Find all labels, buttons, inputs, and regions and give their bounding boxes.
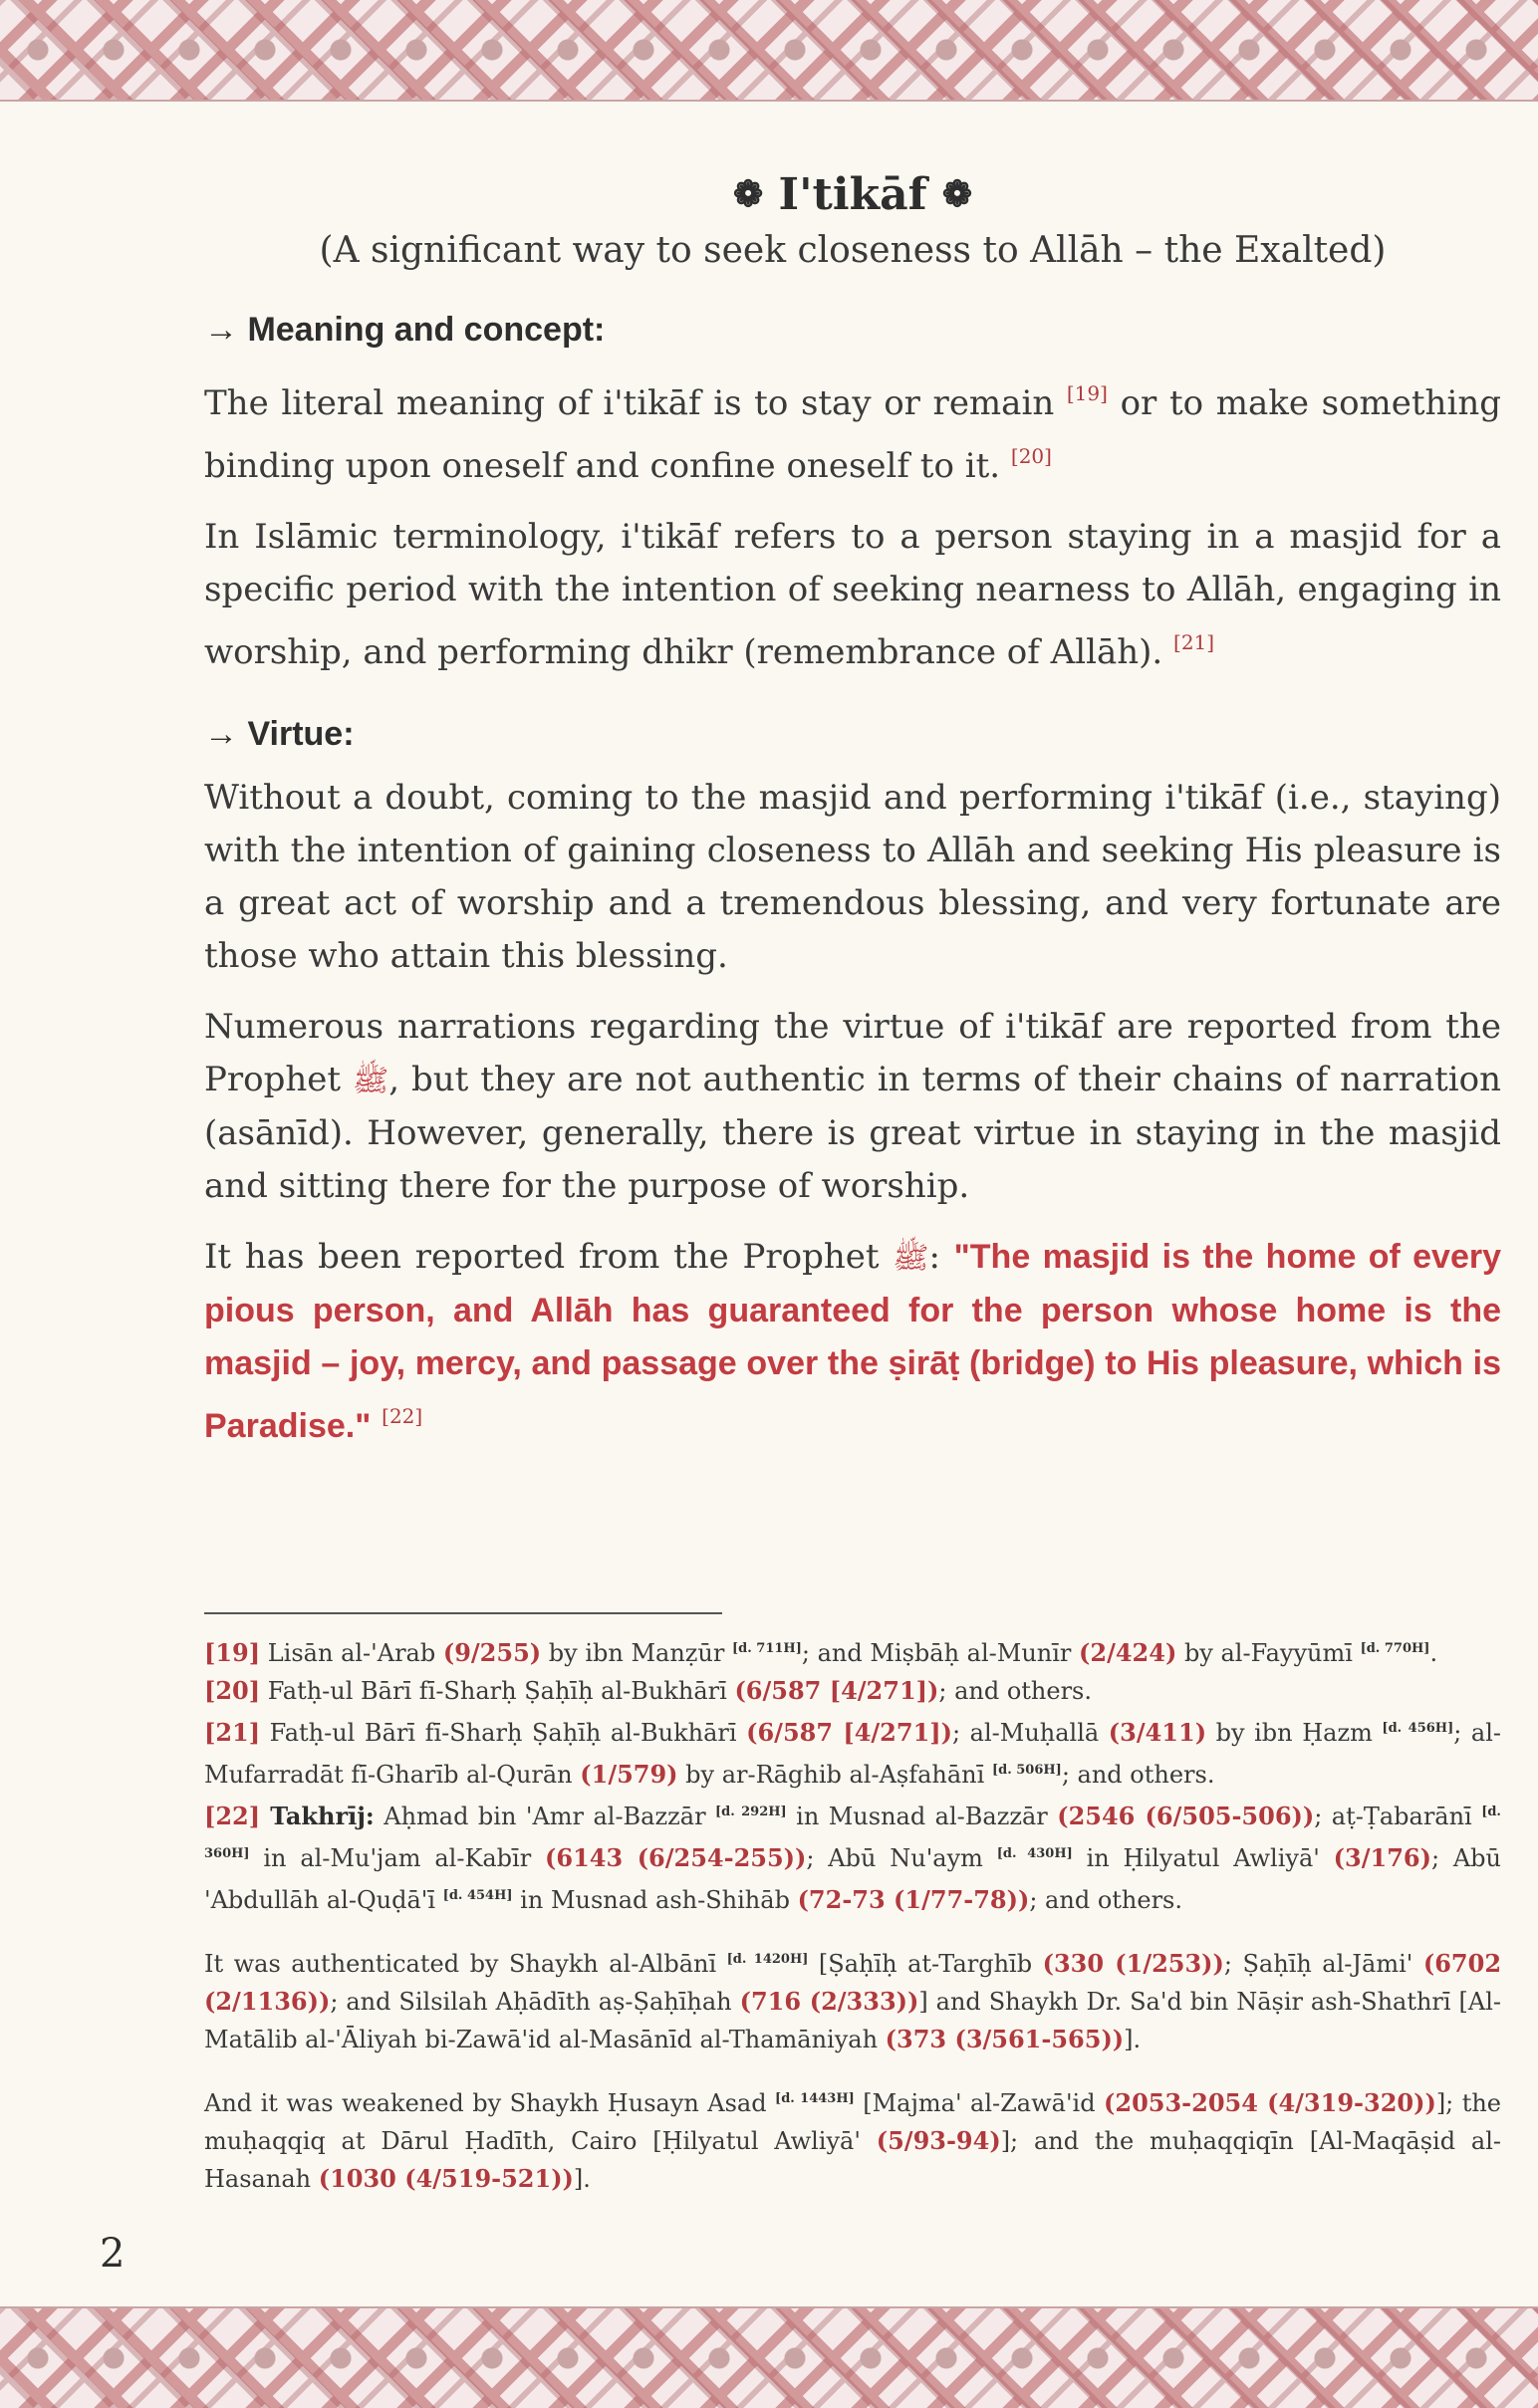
text: ; al-Mufarradāt fī-Gharīb al-Qurān — [204, 1718, 1501, 1789]
citation: (9/255) — [442, 1637, 542, 1667]
text: Numerous narrations regarding the virtue of i'tikāf are reported from the Prophet — [204, 1006, 1501, 1099]
text: ]. — [1124, 2025, 1142, 2053]
text: It was authenticated by Shaykh al-Albānī — [204, 1949, 727, 1978]
footnote-ref-19[interactable]: [19] — [1066, 380, 1108, 405]
citation: (72-73 (1/77-78)) — [797, 1884, 1030, 1914]
citation: (1/579) — [580, 1759, 678, 1789]
text: Fatḥ-ul Bārī fī-Sharḥ Ṣaḥīḥ al-Bukhārī — [260, 1676, 735, 1705]
text: And it was weakened by Shaykh Ḥusayn Asad — [204, 2088, 776, 2117]
death-date: [d. 292H] — [715, 1804, 787, 1819]
text: in al-Mu'jam al-Kabīr — [249, 1843, 546, 1872]
footnote-ref-20[interactable]: [20] — [1010, 443, 1052, 468]
page-title — [204, 169, 1501, 222]
footnote-ref-21[interactable]: [21] — [1173, 629, 1215, 654]
border-pattern — [0, 2308, 1538, 2408]
page-number: 2 — [100, 2231, 126, 2277]
paragraph-narrations — [204, 1001, 1501, 1213]
text: Aḥmad bin 'Amr al-Bazzār — [374, 1802, 716, 1830]
text: Lisān al-'Arab — [260, 1638, 443, 1667]
text: ; al-Muḥallā — [951, 1718, 1109, 1747]
salawat-honorific: ﷺ — [893, 1240, 929, 1276]
text: ; aṭ-Ṭabarānī — [1314, 1802, 1482, 1830]
footnote-19 — [204, 1630, 1501, 1672]
death-date: [d. 456H] — [1382, 1720, 1454, 1736]
text: by al-Fayyūmī — [1176, 1638, 1361, 1667]
text: ; Abū Nu'aym — [806, 1843, 997, 1872]
text: It has been reported from the Prophet — [204, 1236, 894, 1277]
text: ; Abū 'Abdullāh al-Quḍā'ī — [204, 1843, 1501, 1914]
text: in Musnad al-Bazzār — [786, 1802, 1058, 1830]
section-heading-meaning: → Meaning and concept: — [204, 310, 606, 349]
hadith-quote: "The masjid is the home of every pious person, and Allāh has guaranteed for the person whose home is the masjid – joy, mercy, and passage over the ṣirāṭ (bridge) to His pleasure, which is Paradise." — [204, 1237, 1502, 1445]
top-decorative-border — [0, 0, 1538, 102]
death-date: [d. 506H] — [991, 1762, 1062, 1778]
text: In Islāmic terminology, i'tikāf refers to a person staying in a masjid for a specific period with the intention of seeking nearness to Allāh, engaging in worship, and performing dhikr (remembrance of Allāh). — [204, 516, 1501, 672]
salawat-honorific: ﷺ — [352, 1063, 389, 1098]
text: in Ḥilyatul Awliyā' — [1072, 1843, 1334, 1872]
citation: (2/424) — [1079, 1637, 1177, 1667]
paragraph-literal-meaning — [204, 367, 1501, 493]
citation: (6/587 [4/271]) — [734, 1675, 939, 1705]
text: by ibn Ḥazm — [1206, 1718, 1383, 1747]
citation: (3/411) — [1108, 1717, 1207, 1747]
text: or to make something binding upon oneself and confine oneself to it. — [204, 382, 1501, 486]
text: Fatḥ-ul Bārī fī-Sharḥ Ṣaḥīḥ al-Bukhārī — [260, 1718, 747, 1747]
citation: (330 (1/253)) — [1042, 1948, 1224, 1978]
text: ; and Silsilah Aḥādīth aṣ-Ṣaḥīḥah — [330, 1987, 740, 2016]
text: ; and others. — [938, 1676, 1093, 1705]
citation: (5/93-94) — [876, 2125, 1001, 2155]
text: ; and others. — [1061, 1760, 1215, 1789]
death-date: [d. 711H] — [732, 1640, 802, 1656]
text: ] and Shaykh Dr. Sa'd bin Nāṣir ash-Shathrī [Al-Matālib al-'Āliyah bi-Zawā'id al-Masānīd al-Thamāniyah — [204, 1987, 1502, 2053]
text: . — [1429, 1638, 1438, 1667]
citation: (373 (3/561-565)) — [885, 2024, 1125, 2053]
footnote-20 — [204, 1672, 1501, 1710]
takhrij-label: Takhrīj: — [260, 1801, 375, 1830]
footnote-ref-22[interactable]: [22] — [382, 1403, 423, 1428]
text: ; and Miṣbāḥ al-Munīr — [801, 1638, 1080, 1667]
border-pattern — [0, 0, 1538, 100]
footnote-number: [21] — [204, 1717, 261, 1747]
footnote-number: [19] — [204, 1637, 261, 1667]
paragraph-hadith — [204, 1231, 1501, 1453]
citation: (2053-2054 (4/319-320)) — [1104, 2087, 1436, 2117]
citation: (6143 (6/254-255)) — [545, 1842, 807, 1872]
text: [Ṣaḥīḥ at-Targhīb — [808, 1949, 1043, 1978]
text: The literal meaning of i'tikāf is to stay or remain — [204, 382, 1067, 423]
death-date: [d. 454H] — [442, 1887, 513, 1903]
text: in Musnad ash-Shihāb — [512, 1885, 798, 1914]
citation: (6702 (2/1136)) — [204, 1948, 1502, 2016]
footnote-number: [22] — [204, 1801, 261, 1830]
death-date: [d. 430H] — [996, 1845, 1073, 1861]
text: : — [928, 1236, 954, 1277]
death-date: [d. 1443H] — [775, 2090, 855, 2106]
footnote-divider — [204, 1612, 722, 1614]
footnote-weakening — [204, 2080, 1501, 2198]
flower-ornament-icon: ❁ — [732, 173, 764, 215]
paragraph-virtue: Without a doubt, coming to the masjid and performing i'tikāf (i.e., staying) with the intention of gaining closeness to Allāh and seeking His pleasure is a great act of worship and a tremendous blessing, and very fortunate are those who attain this blessing. — [204, 777, 1501, 976]
subtitle: (A significant way to seek closeness to Allāh – the Exalted) — [319, 229, 1387, 271]
text: by ibn Manẓūr — [541, 1638, 732, 1667]
text: by ar-Rāghib al-Aṣfahānī — [677, 1760, 992, 1789]
death-date: [d. 1420H] — [726, 1951, 809, 1967]
citation: (6/587 [4/271]) — [746, 1717, 952, 1747]
text: ]; the muḥaqqiq at Dārul Ḥadīth, Cairo [Ḥilyatul Awliyā' — [204, 2088, 1502, 2155]
text: ]; and the muḥaqqiqīn [Al-Maqāṣid al-Hasanah — [204, 2126, 1502, 2193]
title-text: I'tikāf — [778, 169, 927, 220]
citation: (1030 (4/519-521)) — [318, 2163, 574, 2193]
paragraph-terminology — [204, 511, 1501, 679]
text: [Majma' al-Zawā'id — [854, 2088, 1105, 2117]
text: ]. — [573, 2164, 591, 2193]
death-date: [d. 770H] — [1360, 1640, 1430, 1656]
citation: (3/176) — [1333, 1842, 1431, 1872]
section-heading-virtue: → Virtue: — [204, 714, 355, 753]
bottom-decorative-border — [0, 2306, 1538, 2408]
citation: (716 (2/333)) — [739, 1986, 919, 2016]
footnote-number: [20] — [204, 1675, 261, 1705]
flower-ornament-icon: ❁ — [941, 173, 972, 215]
death-date: [d. 360H] — [204, 1804, 1501, 1861]
citation: (2546 (6/505-506)) — [1057, 1801, 1315, 1830]
footnote-22 — [204, 1794, 1501, 1919]
text: ; Ṣaḥīḥ al-Jāmi' — [1223, 1949, 1423, 1978]
footnote-authentication — [204, 1941, 1501, 2058]
text: ; and others. — [1029, 1885, 1182, 1914]
text: , but they are not authentic in terms of their chains of narration (asānīd). However, generally, there is great virtue in staying in the masjid and sitting there for the purpose of worship. — [204, 1059, 1501, 1206]
footnote-21 — [204, 1710, 1501, 1794]
page-content — [204, 169, 1501, 2198]
